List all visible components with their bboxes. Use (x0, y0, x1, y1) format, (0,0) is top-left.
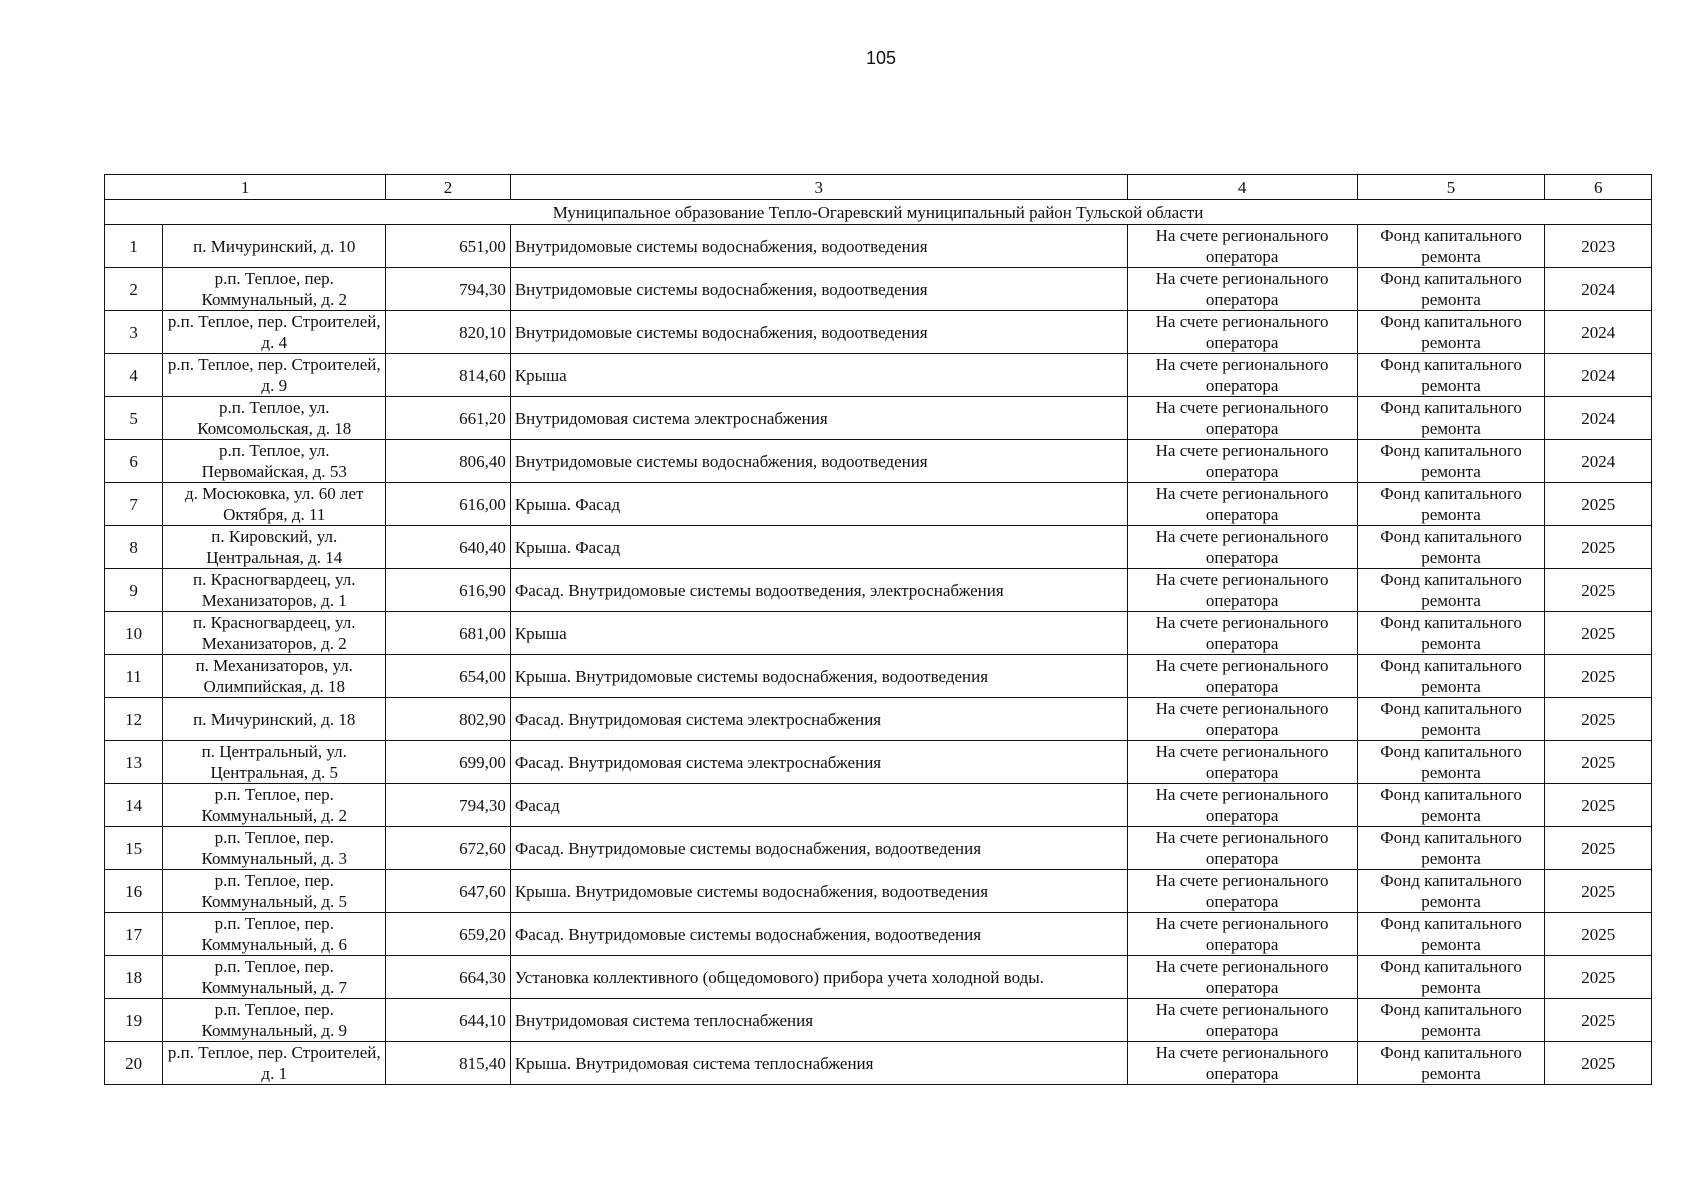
column-number-row (105, 175, 1652, 200)
work-type-cell: Внутридомовые системы водоснабжения, водоотведения (510, 225, 1127, 268)
funding-source-cell: Фонд капитального ремонта (1357, 913, 1545, 956)
year-cell: 2025 (1545, 612, 1652, 655)
address-cell: п. Красногвардеец, ул. Механизаторов, д. 2 (163, 612, 386, 655)
work-type-cell: Крыша (510, 354, 1127, 397)
account-status-cell: На счете регионального оператора (1127, 225, 1357, 268)
year-cell: 2024 (1545, 311, 1652, 354)
address-cell: р.п. Теплое, пер. Коммунальный, д. 3 (163, 827, 386, 870)
row-number: 18 (105, 956, 163, 999)
funding-source-cell: Фонд капитального ремонта (1357, 311, 1545, 354)
row-number: 6 (105, 440, 163, 483)
area-cell: 659,20 (386, 913, 511, 956)
account-status-cell: На счете регионального оператора (1127, 397, 1357, 440)
table-row (105, 225, 1652, 268)
account-status-cell: На счете регионального оператора (1127, 784, 1357, 827)
table-row (105, 612, 1652, 655)
table-row (105, 999, 1652, 1042)
area-cell: 794,30 (386, 268, 511, 311)
work-type-cell: Фасад. Внутридомовая система электроснабжения (510, 741, 1127, 784)
work-type-cell: Внутридомовые системы водоснабжения, водоотведения (510, 268, 1127, 311)
account-status-cell: На счете регионального оператора (1127, 698, 1357, 741)
area-cell: 661,20 (386, 397, 511, 440)
work-type-cell: Внутридомовые системы водоснабжения, водоотведения (510, 440, 1127, 483)
table-row (105, 698, 1652, 741)
year-cell: 2025 (1545, 956, 1652, 999)
year-cell: 2025 (1545, 741, 1652, 784)
funding-source-cell: Фонд капитального ремонта (1357, 784, 1545, 827)
row-number: 12 (105, 698, 163, 741)
area-cell: 802,90 (386, 698, 511, 741)
table-row (105, 526, 1652, 569)
account-status-cell: На счете регионального оператора (1127, 741, 1357, 784)
table-row (105, 956, 1652, 999)
row-number: 7 (105, 483, 163, 526)
address-cell: д. Мосюковка, ул. 60 лет Октября, д. 11 (163, 483, 386, 526)
table-row (105, 913, 1652, 956)
address-cell: п. Механизаторов, ул. Олимпийская, д. 18 (163, 655, 386, 698)
table-row (105, 784, 1652, 827)
area-cell: 664,30 (386, 956, 511, 999)
area-cell: 806,40 (386, 440, 511, 483)
work-type-cell: Фасад. Внутридомовые системы водоснабжения, водоотведения (510, 913, 1127, 956)
account-status-cell: На счете регионального оператора (1127, 1042, 1357, 1085)
row-number: 13 (105, 741, 163, 784)
registry-table (104, 174, 1652, 1085)
area-cell: 616,00 (386, 483, 511, 526)
year-cell: 2025 (1545, 1042, 1652, 1085)
area-cell: 647,60 (386, 870, 511, 913)
table-row (105, 870, 1652, 913)
address-cell: п. Мичуринский, д. 18 (163, 698, 386, 741)
address-cell: р.п. Теплое, пер. Коммунальный, д. 2 (163, 784, 386, 827)
row-number: 11 (105, 655, 163, 698)
year-cell: 2025 (1545, 483, 1652, 526)
area-cell: 654,00 (386, 655, 511, 698)
address-cell: р.п. Теплое, пер. Коммунальный, д. 7 (163, 956, 386, 999)
account-status-cell: На счете регионального оператора (1127, 569, 1357, 612)
funding-source-cell: Фонд капитального ремонта (1357, 870, 1545, 913)
work-type-cell: Крыша. Фасад (510, 483, 1127, 526)
column-number-4: 4 (1127, 175, 1357, 200)
section-title: Муниципальное образование Тепло-Огаревский муниципальный район Тульской области (105, 200, 1652, 225)
area-cell: 616,90 (386, 569, 511, 612)
work-type-cell: Внутридомовая система теплоснабжения (510, 999, 1127, 1042)
funding-source-cell: Фонд капитального ремонта (1357, 655, 1545, 698)
account-status-cell: На счете регионального оператора (1127, 354, 1357, 397)
year-cell: 2025 (1545, 655, 1652, 698)
year-cell: 2025 (1545, 999, 1652, 1042)
work-type-cell: Внутридомовые системы водоснабжения, водоотведения (510, 311, 1127, 354)
row-number: 3 (105, 311, 163, 354)
row-number: 5 (105, 397, 163, 440)
area-cell: 814,60 (386, 354, 511, 397)
area-cell: 820,10 (386, 311, 511, 354)
area-cell: 815,40 (386, 1042, 511, 1085)
table-row (105, 440, 1652, 483)
work-type-cell: Крыша. Внутридомовая система теплоснабжения (510, 1042, 1127, 1085)
funding-source-cell: Фонд капитального ремонта (1357, 956, 1545, 999)
table-row (105, 741, 1652, 784)
address-cell: п. Кировский, ул. Центральная, д. 14 (163, 526, 386, 569)
row-number: 16 (105, 870, 163, 913)
table-row (105, 827, 1652, 870)
row-number: 8 (105, 526, 163, 569)
row-number: 1 (105, 225, 163, 268)
year-cell: 2023 (1545, 225, 1652, 268)
table-row (105, 1042, 1652, 1085)
table-row (105, 397, 1652, 440)
address-cell: р.п. Теплое, пер. Строителей, д. 1 (163, 1042, 386, 1085)
work-type-cell: Фасад. Внутридомовые системы водоснабжения, водоотведения (510, 827, 1127, 870)
table-row (105, 655, 1652, 698)
work-type-cell: Фасад. Внутридомовая система электроснабжения (510, 698, 1127, 741)
work-type-cell: Внутридомовая система электроснабжения (510, 397, 1127, 440)
account-status-cell: На счете регионального оператора (1127, 999, 1357, 1042)
address-cell: р.п. Теплое, пер. Коммунальный, д. 5 (163, 870, 386, 913)
page-number: 105 (865, 48, 897, 68)
year-cell: 2025 (1545, 827, 1652, 870)
column-number-5: 5 (1357, 175, 1545, 200)
table-row (105, 354, 1652, 397)
funding-source-cell: Фонд капитального ремонта (1357, 440, 1545, 483)
address-cell: р.п. Теплое, пер. Коммунальный, д. 2 (163, 268, 386, 311)
account-status-cell: На счете регионального оператора (1127, 913, 1357, 956)
funding-source-cell: Фонд капитального ремонта (1357, 827, 1545, 870)
address-cell: п. Красногвардеец, ул. Механизаторов, д. 1 (163, 569, 386, 612)
column-number-3: 3 (510, 175, 1127, 200)
account-status-cell: На счете регионального оператора (1127, 655, 1357, 698)
address-cell: р.п. Теплое, пер. Строителей, д. 9 (163, 354, 386, 397)
area-cell: 699,00 (386, 741, 511, 784)
funding-source-cell: Фонд капитального ремонта (1357, 1042, 1545, 1085)
work-type-cell: Крыша. Внутридомовые системы водоснабжения, водоотведения (510, 870, 1127, 913)
year-cell: 2024 (1545, 397, 1652, 440)
account-status-cell: На счете регионального оператора (1127, 612, 1357, 655)
account-status-cell: На счете регионального оператора (1127, 440, 1357, 483)
year-cell: 2024 (1545, 440, 1652, 483)
row-number: 15 (105, 827, 163, 870)
year-cell: 2025 (1545, 569, 1652, 612)
area-cell: 672,60 (386, 827, 511, 870)
address-cell: п. Центральный, ул. Центральная, д. 5 (163, 741, 386, 784)
funding-source-cell: Фонд капитального ремонта (1357, 225, 1545, 268)
address-cell: р.п. Теплое, пер. Коммунальный, д. 9 (163, 999, 386, 1042)
year-cell: 2025 (1545, 784, 1652, 827)
table-row (105, 311, 1652, 354)
funding-source-cell: Фонд капитального ремонта (1357, 526, 1545, 569)
work-type-cell: Фасад (510, 784, 1127, 827)
year-cell: 2024 (1545, 354, 1652, 397)
table-row (105, 569, 1652, 612)
funding-source-cell: Фонд капитального ремонта (1357, 999, 1545, 1042)
address-cell: р.п. Теплое, пер. Строителей, д. 4 (163, 311, 386, 354)
funding-source-cell: Фонд капитального ремонта (1357, 569, 1545, 612)
area-cell: 794,30 (386, 784, 511, 827)
column-number-2: 2 (386, 175, 511, 200)
work-type-cell: Установка коллективного (общедомового) прибора учета холодной воды. (510, 956, 1127, 999)
account-status-cell: На счете регионального оператора (1127, 311, 1357, 354)
funding-source-cell: Фонд капитального ремонта (1357, 268, 1545, 311)
section-row (105, 200, 1652, 225)
funding-source-cell: Фонд капитального ремонта (1357, 483, 1545, 526)
year-cell: 2025 (1545, 526, 1652, 569)
funding-source-cell: Фонд капитального ремонта (1357, 741, 1545, 784)
table-row (105, 268, 1652, 311)
year-cell: 2024 (1545, 268, 1652, 311)
row-number: 20 (105, 1042, 163, 1085)
account-status-cell: На счете регионального оператора (1127, 526, 1357, 569)
address-cell: р.п. Теплое, пер. Коммунальный, д. 6 (163, 913, 386, 956)
table-row (105, 483, 1652, 526)
work-type-cell: Крыша (510, 612, 1127, 655)
row-number: 2 (105, 268, 163, 311)
row-number: 14 (105, 784, 163, 827)
account-status-cell: На счете регионального оператора (1127, 870, 1357, 913)
funding-source-cell: Фонд капитального ремонта (1357, 698, 1545, 741)
registry-body (105, 175, 1652, 1085)
funding-source-cell: Фонд капитального ремонта (1357, 612, 1545, 655)
row-number: 9 (105, 569, 163, 612)
year-cell: 2025 (1545, 870, 1652, 913)
year-cell: 2025 (1545, 698, 1652, 741)
address-cell: р.п. Теплое, ул. Первомайская, д. 53 (163, 440, 386, 483)
address-cell: р.п. Теплое, ул. Комсомольская, д. 18 (163, 397, 386, 440)
year-cell: 2025 (1545, 913, 1652, 956)
work-type-cell: Фасад. Внутридомовые системы водоотведения, электроснабжения (510, 569, 1127, 612)
area-cell: 644,10 (386, 999, 511, 1042)
account-status-cell: На счете регионального оператора (1127, 268, 1357, 311)
account-status-cell: На счете регионального оператора (1127, 956, 1357, 999)
address-cell: п. Мичуринский, д. 10 (163, 225, 386, 268)
row-number: 17 (105, 913, 163, 956)
row-number: 10 (105, 612, 163, 655)
column-number-6: 6 (1545, 175, 1652, 200)
account-status-cell: На счете регионального оператора (1127, 827, 1357, 870)
work-type-cell: Крыша. Внутридомовые системы водоснабжения, водоотведения (510, 655, 1127, 698)
row-number: 19 (105, 999, 163, 1042)
column-number-1: 1 (105, 175, 386, 200)
area-cell: 640,40 (386, 526, 511, 569)
row-number: 4 (105, 354, 163, 397)
account-status-cell: На счете регионального оператора (1127, 483, 1357, 526)
area-cell: 681,00 (386, 612, 511, 655)
work-type-cell: Крыша. Фасад (510, 526, 1127, 569)
area-cell: 651,00 (386, 225, 511, 268)
funding-source-cell: Фонд капитального ремонта (1357, 397, 1545, 440)
funding-source-cell: Фонд капитального ремонта (1357, 354, 1545, 397)
